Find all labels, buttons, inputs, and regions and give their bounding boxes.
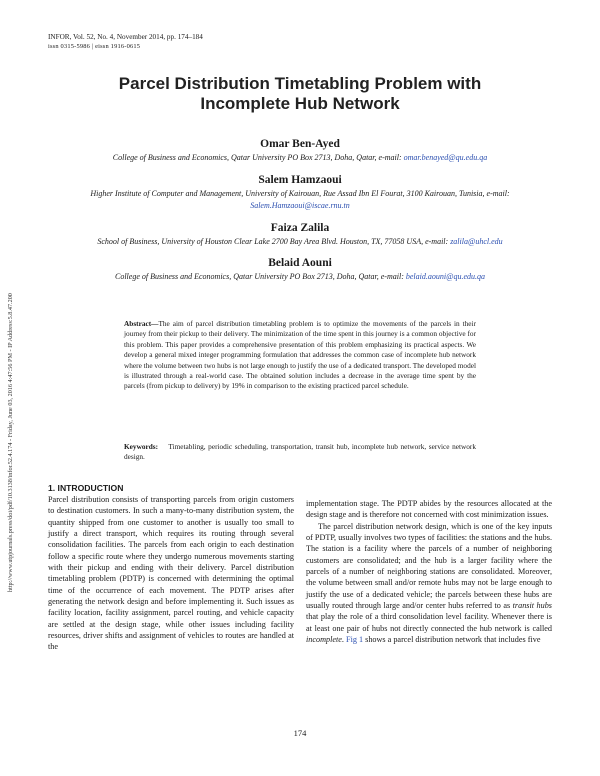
- paragraph: [306, 521, 552, 646]
- paragraph-text: shows a parcel distribution network that includes five: [363, 635, 541, 645]
- paragraph-text: that play the role of a third consolidation level facility. Whenever there is at least one pair of hubs not directly connected the hub network is called: [306, 612, 552, 633]
- author-email-link[interactable]: Salem.Hamzaoui@iscae.rnu.tn: [250, 201, 350, 210]
- issn-line: issn 0315-5986 | eissn 1916-0615: [48, 43, 141, 50]
- abstract-label: Abstract—: [124, 319, 159, 328]
- paper-title: [60, 74, 540, 114]
- author-affiliation: [56, 152, 544, 164]
- author-affiliation: [56, 188, 544, 212]
- author-affiliation: [56, 236, 544, 248]
- author-email-link[interactable]: zalila@uhcl.edu: [450, 237, 503, 246]
- page-number: 174: [293, 728, 307, 738]
- title-line-1: Parcel Distribution Timetabling Problem with: [118, 74, 482, 93]
- section-heading: 1. INTRODUCTION: [48, 483, 124, 493]
- author-email-link[interactable]: belaid.aouni@qu.edu.qa: [405, 272, 485, 281]
- author-name: Salem Hamzaoui: [258, 174, 342, 186]
- affiliation-text: College of Business and Economics, Qatar University PO Box 2713, Doha, Qatar, e-mail:: [115, 272, 406, 281]
- affiliation-text: School of Business, University of Houston Clear Lake 2700 Bay Area Blvd. Houston, TX, 77058 USA, e-mail:: [97, 237, 451, 246]
- paragraph: Parcel distribution consists of transporting parcels from origin customers to destination customers. In such a many-to-many distribution system, the quantity shipped from one customer to another is usually too small to justify a direct transport, which requires its routing through several consolidation facilities. The parcels from each origin to each destination follow a specific route where they undergo numerous movements starting with their pickup and ending with their delivery. Parcel distribution timetabling problem (PDTP) is concerned with determining the optimal time of the occurrence of each movement. The PDTP arises after generating the network design and before implementing it. Such issues as facility location, facility assignment, parcel routing, and vehicle capacity are settled at the design stage, while other issues including facility resources, driver shifts and assignment of vehicles to routes are handled at the: [48, 495, 294, 652]
- figure-reference-link[interactable]: Fig 1: [346, 635, 364, 645]
- author-name: Faiza Zalila: [270, 222, 330, 234]
- affiliation-text: Higher Institute of Computer and Management, University of Kairouan, Rue Assad Ibn El Fourat, 3100 Kairouan, Tunisia, e-mail:: [90, 189, 510, 198]
- author-name: Omar Ben-Ayed: [260, 138, 340, 150]
- abstract: [124, 319, 476, 392]
- body-left-column: [48, 482, 294, 653]
- author-name: Belaid Aouni: [268, 257, 332, 269]
- paragraph: implementation stage. The PDTP abides by the resources allocated at the design stage and is therefore not concerned with cost minimization issues.: [306, 499, 552, 520]
- journal-citation: INFOR, Vol. 52, No. 4, November 2014, pp. 174–184: [48, 33, 203, 41]
- paragraph-text: .: [341, 635, 347, 645]
- author-email-link[interactable]: omar.benayed@qu.edu.qa: [403, 153, 488, 162]
- italic-term: incomplete: [306, 635, 342, 645]
- paragraph-text: The parcel distribution network design, which is one of the key inputs of PDTP, usually involves two types of facilities: the stations and the hubs. The station is a facility where the parcels of a number of neighboring customers are consolidated; and the hub is a larger facility where the parcels of a number of neighboring stations are consolidated. Moreover, the volume between small and/or remote hubs may not be large enough to justify the use of a dedicated vehicle; the parcels between these hubs are usually routed through large and/or center hubs referred to as: [306, 521, 552, 611]
- keywords-text: Timetabling, periodic scheduling, transportation, transit hub, incomplete hub network, service network design.: [124, 442, 476, 462]
- affiliation-text: College of Business and Economics, Qatar University PO Box 2713, Doha, Qatar, e-mail:: [112, 153, 404, 162]
- keywords-label: Keywords:: [124, 442, 159, 451]
- keywords: [124, 442, 476, 463]
- italic-term: transit hubs: [512, 601, 552, 611]
- author-affiliation: [56, 271, 544, 283]
- abstract-text: The aim of parcel distribution timetabling problem is to optimize the movements of the parcels in their journey from their pickup to their delivery. The minimization of the time spent in this journey is a common objective for this problem. This paper provides a comprehensive presentation of this problem emphasizing its practical aspects. We develop a general mixed integer programming formulation that addresses the common case of incomplete hub network where the volume between two hubs is not large enough to justify the use of a dedicated transport. The developed model is illustrated through a real-world case. The obtained solution includes a decrease in the average time spent by the parcels (from pickup to delivery) by 19% in comparison to the existing practiced parcel schedule.: [124, 319, 476, 391]
- title-line-2: Incomplete Hub Network: [200, 94, 400, 113]
- body-right-column: [306, 498, 552, 645]
- download-side-note: http://www.utpjournals.press/doi/pdf/10.3138/infor.52.4.174 - Friday, June 03, 2016 4:47:56 PM - IP Address:5.8.47.200: [7, 293, 14, 592]
